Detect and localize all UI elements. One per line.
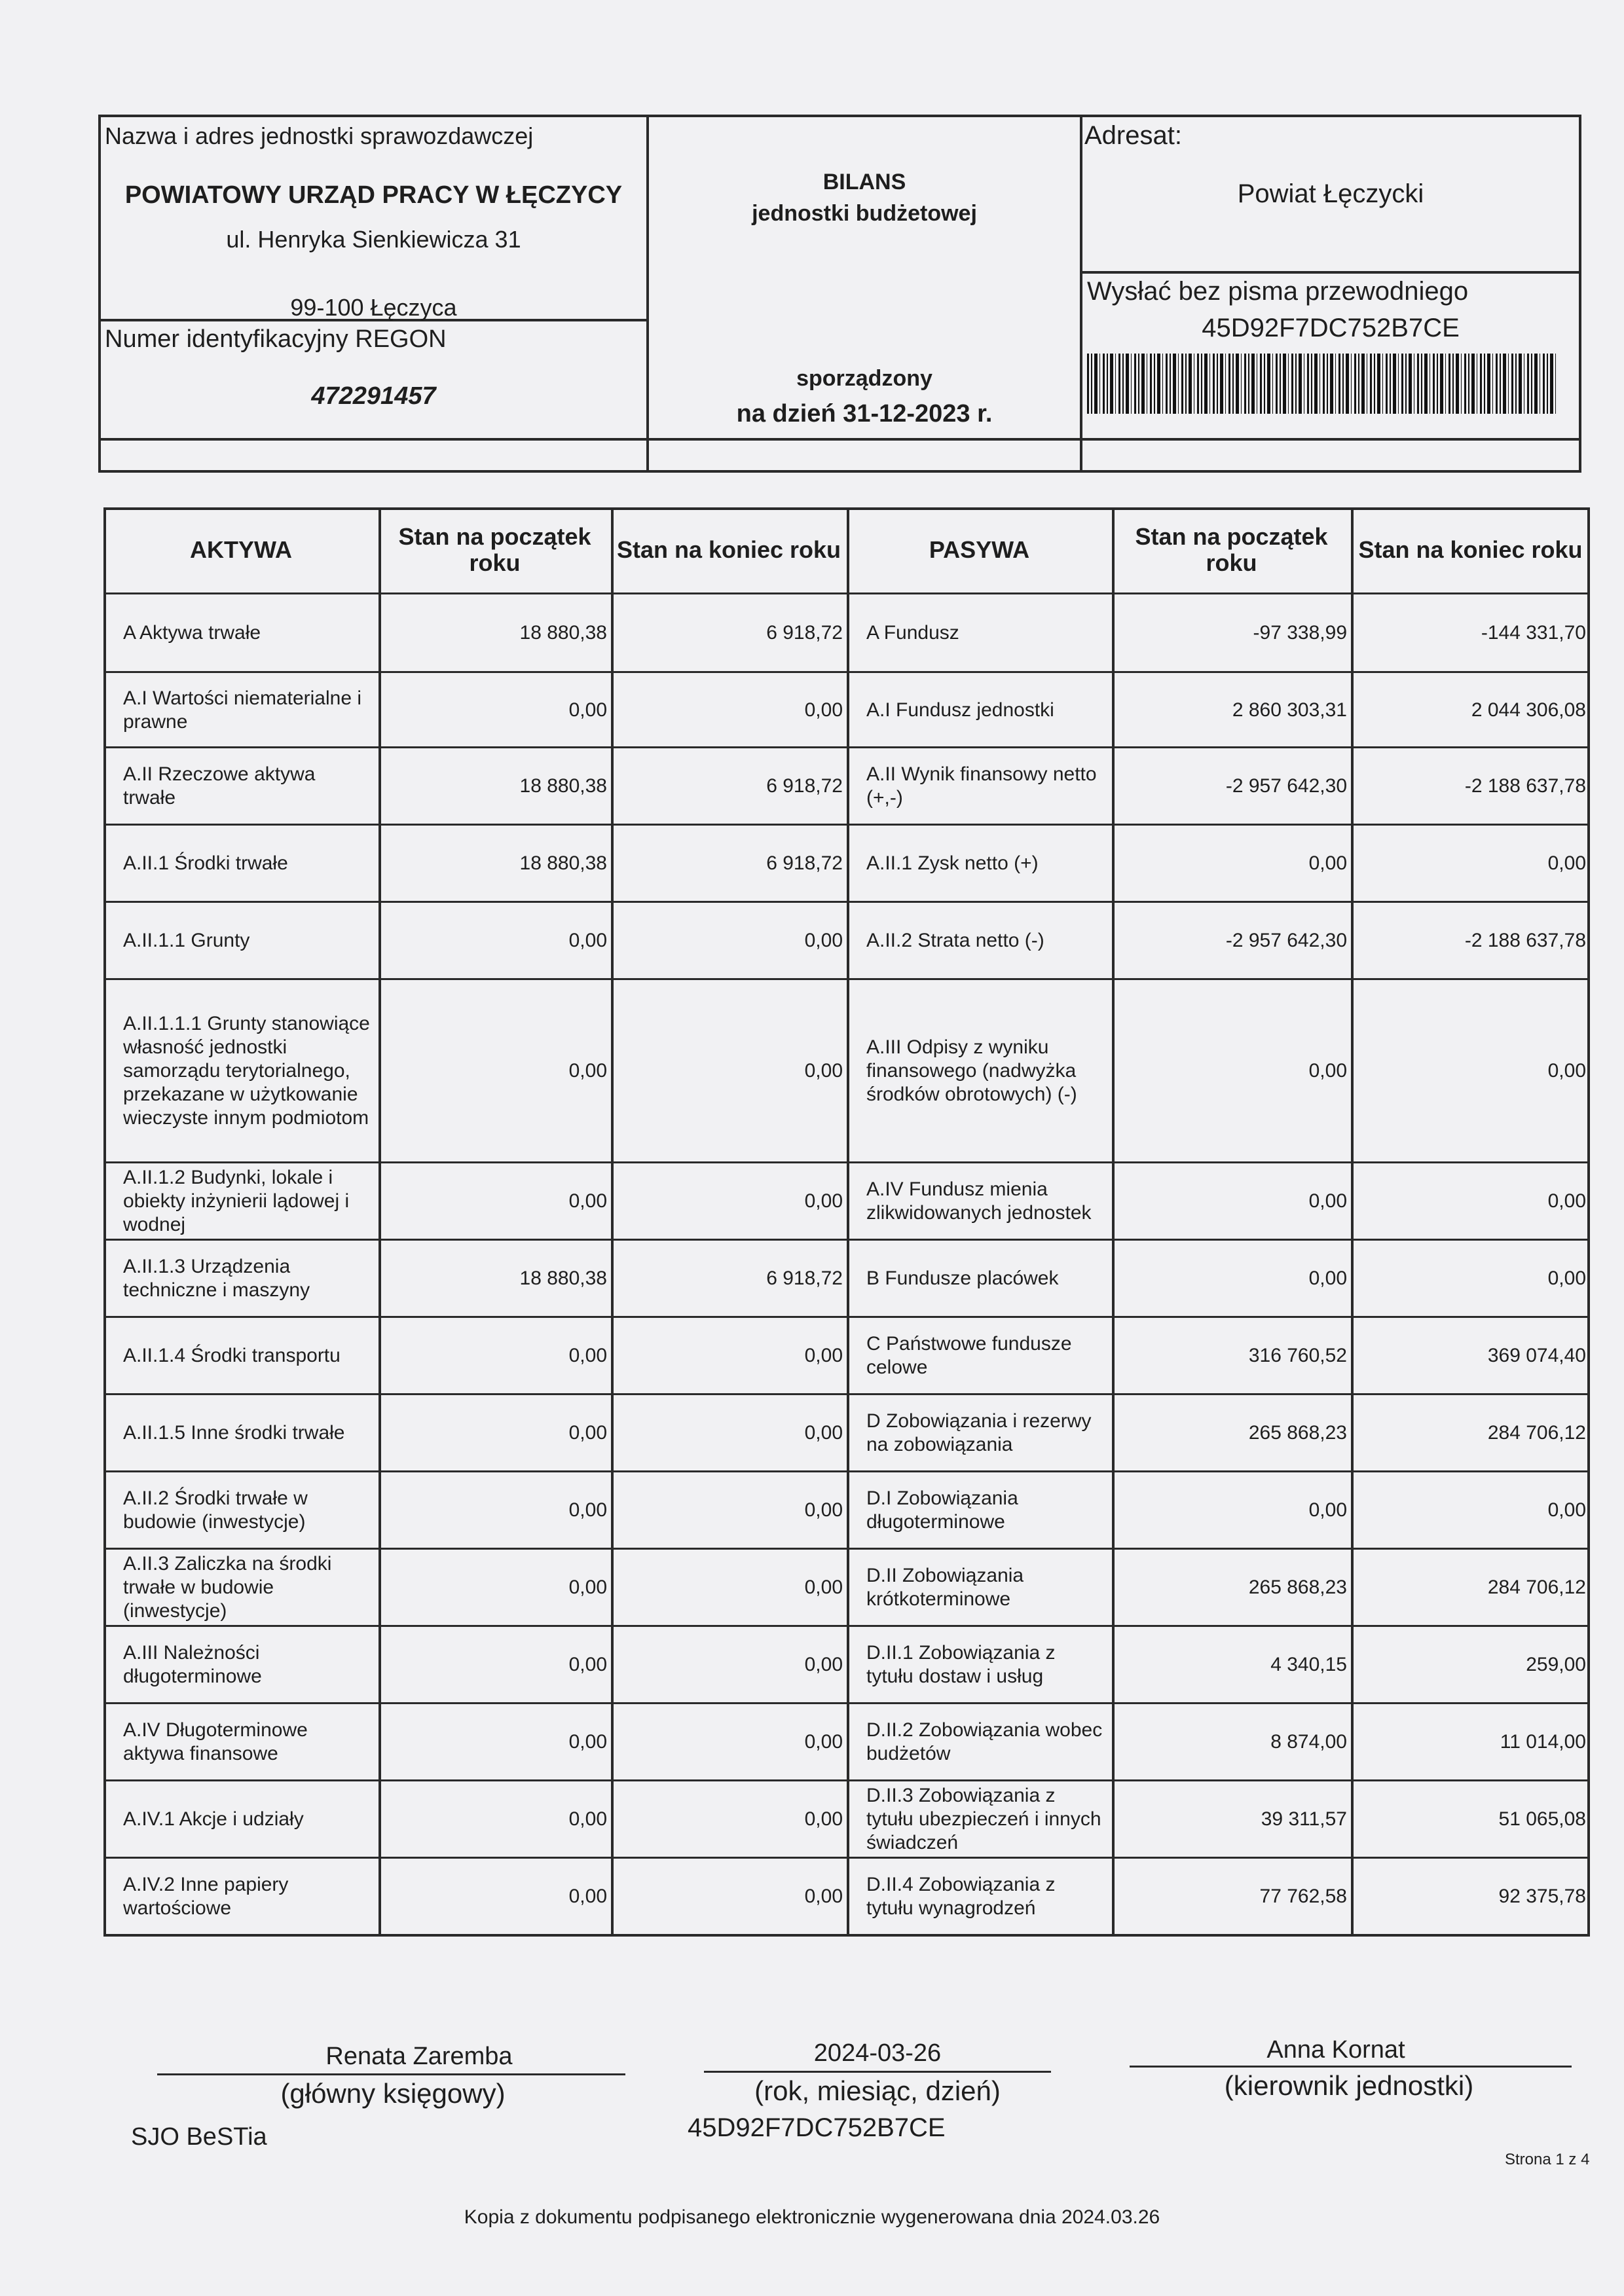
copy-note: Kopia z dokumentu podpisanego elektronicznie wygenerowana dnia 2024.03.26 (464, 2206, 1160, 2228)
aktywa-name: A.II Rzeczowe aktywa trwałe (123, 763, 316, 809)
header-aktywa: AKTYWA (190, 536, 292, 563)
pasywa-name: A.II.1 Zysk netto (+) (866, 852, 1039, 874)
page-info: Strona 1 z 4 (1505, 2151, 1590, 2168)
pasywa-start: 265 868,23 (1248, 1422, 1347, 1444)
pasywa-end: 284 706,12 (1487, 1422, 1586, 1444)
head-name: Anna Kornat (1266, 2036, 1405, 2064)
pasywa-name: D.II Zobowiązania krótkoterminowe (866, 1565, 1024, 1610)
balance-table (103, 507, 1590, 1956)
pasywa-end: 259,00 (1526, 1654, 1586, 1675)
aktywa-name: A Aktywa trwałe (123, 622, 261, 644)
pasywa-end: -2 188 637,78 (1464, 775, 1586, 797)
pasywa-start: 2 860 303,31 (1232, 699, 1347, 721)
pasywa-start: 77 762,58 (1259, 1886, 1347, 1907)
aktywa-start: 0,00 (568, 1190, 607, 1212)
pasywa-start: 8 874,00 (1270, 1731, 1347, 1753)
unit-street: ul. Henryka Sienkiewicza 31 (226, 226, 521, 253)
pasywa-end: -144 331,70 (1481, 622, 1586, 644)
prepared-label: sporządzony (796, 366, 932, 391)
aktywa-start: 0,00 (568, 930, 607, 951)
pasywa-end: 0,00 (1547, 1499, 1586, 1521)
pasywa-name: D.II.2 Zobowiązania wobec budżetów (866, 1719, 1103, 1764)
aktywa-end: 0,00 (804, 1654, 843, 1675)
unit-label: Nazwa i adres jednostki sprawozdawczej (105, 122, 534, 149)
pasywa-name: A Fundusz (866, 622, 959, 644)
aktywa-start: 18 880,38 (519, 1267, 607, 1289)
unit-city: 99-100 Łęczyca (290, 294, 457, 321)
pasywa-end: -2 188 637,78 (1464, 930, 1586, 951)
aktywa-start: 0,00 (568, 1499, 607, 1521)
pasywa-end: 0,00 (1547, 852, 1586, 874)
aktywa-end: 0,00 (804, 1576, 843, 1598)
pasywa-name: D.II.1 Zobowiązania z tytułu dostaw i usług (866, 1642, 1056, 1687)
pasywa-name: A.I Fundusz jednostki (866, 699, 1054, 721)
aktywa-name: A.II.1.2 Budynki, lokale i obiekty inżynierii lądowej i wodnej (123, 1167, 350, 1235)
header-aktywa-start: Stan na początek roku (398, 523, 591, 576)
aktywa-end: 0,00 (804, 1345, 843, 1366)
pasywa-name: D.I Zobowiązania długoterminowe (866, 1487, 1018, 1533)
aktywa-start: 18 880,38 (519, 852, 607, 874)
pasywa-end: 0,00 (1547, 1060, 1586, 1082)
pasywa-end: 51 065,08 (1498, 1808, 1586, 1830)
aktywa-name: A.IV.1 Akcje i udziały (123, 1808, 304, 1830)
column-divider (378, 507, 381, 1936)
aktywa-end: 0,00 (804, 1422, 843, 1444)
addressee-label: Adresat: (1084, 121, 1182, 150)
aktywa-name: A.II.1.1 Grunty (123, 930, 250, 951)
pasywa-start: 39 311,57 (1261, 1808, 1347, 1830)
pasywa-start: -2 957 642,30 (1225, 930, 1347, 951)
aktywa-end: 6 918,72 (766, 1267, 843, 1289)
pasywa-start: 0,00 (1308, 1267, 1347, 1289)
pasywa-name: D Zobowiązania i rezerwy na zobowiązania (866, 1410, 1092, 1455)
aktywa-name: A.IV.2 Inne papiery wartościowe (123, 1874, 289, 1919)
aktywa-start: 0,00 (568, 1422, 607, 1444)
table-border (103, 1934, 1590, 1937)
aktywa-name: A.II.3 Zaliczka na środki trwałe w budowie (inwestycje) (123, 1553, 332, 1622)
pasywa-start: 0,00 (1308, 852, 1347, 874)
aktywa-end: 0,00 (804, 1190, 843, 1212)
aktywa-start: 0,00 (568, 1654, 607, 1675)
pasywa-start: 0,00 (1308, 1190, 1347, 1212)
pasywa-start: -2 957 642,30 (1225, 775, 1347, 797)
aktywa-end: 6 918,72 (766, 622, 843, 644)
aktywa-end: 0,00 (804, 930, 843, 951)
aktywa-name: A.II.1.3 Urządzenia techniczne i maszyny (123, 1256, 310, 1301)
aktywa-name: A.II.1 Środki trwałe (123, 852, 288, 874)
date-signature-line (704, 2071, 1051, 2073)
regon-label: Numer identyfikacyjny REGON (105, 325, 447, 353)
aktywa-start: 18 880,38 (519, 775, 607, 797)
aktywa-start: 0,00 (568, 699, 607, 721)
aktywa-start: 0,00 (568, 1060, 607, 1082)
pasywa-end: 284 706,12 (1487, 1576, 1586, 1598)
aktywa-end: 0,00 (804, 1886, 843, 1907)
barcode (1087, 354, 1559, 414)
pasywa-name: A.III Odpisy z wyniku finansowego (nadwyżka środków obrotowych) (-) (866, 1036, 1077, 1105)
pasywa-name: A.II.2 Strata netto (-) (866, 930, 1044, 951)
header-document-code: 45D92F7DC752B7CE (1202, 314, 1460, 342)
aktywa-end: 0,00 (804, 1499, 843, 1521)
document-header (98, 115, 1581, 473)
column-divider (103, 507, 106, 1936)
accountant-signature-line (157, 2073, 625, 2075)
prepared-date: na dzień 31-12-2023 r. (736, 400, 993, 428)
pasywa-name: B Fundusze placówek (866, 1267, 1059, 1289)
pasywa-end: 369 074,40 (1487, 1345, 1586, 1366)
regon-number: 472291457 (311, 382, 436, 410)
date-label: (rok, miesiąc, dzień) (754, 2075, 1001, 2106)
pasywa-name: D.II.4 Zobowiązania z tytułu wynagrodzeń (866, 1874, 1056, 1919)
pasywa-end: 0,00 (1547, 1267, 1586, 1289)
aktywa-end: 6 918,72 (766, 775, 843, 797)
accountant-name: Renata Zaremba (325, 2043, 513, 2070)
aktywa-name: A.II.1.1.1 Grunty stanowiące własność jednostki samorządu terytorialnego, przekazane w użytkowanie wieczyste innym podmiotom (123, 1013, 370, 1129)
column-divider (1587, 507, 1590, 1936)
aktywa-name: A.IV Długoterminowe aktywa finansowe (123, 1719, 308, 1764)
column-divider (847, 507, 849, 1936)
header-pasywa-start: Stan na początek roku (1135, 523, 1328, 576)
aktywa-end: 0,00 (804, 699, 843, 721)
pasywa-name: D.II.3 Zobowiązania z tytułu ubezpieczeń i innych świadczeń (866, 1785, 1101, 1853)
addressee-name: Powiat Łęczycki (1237, 179, 1424, 208)
aktywa-start: 18 880,38 (519, 622, 607, 644)
pasywa-start: -97 338,99 (1253, 622, 1347, 644)
accountant-role: (główny księgowy) (280, 2078, 506, 2109)
aktywa-start: 0,00 (568, 1886, 607, 1907)
aktywa-start: 0,00 (568, 1808, 607, 1830)
aktywa-end: 6 918,72 (766, 852, 843, 874)
column-divider (611, 507, 614, 1936)
aktywa-name: A.III Należności długoterminowe (123, 1642, 262, 1687)
aktywa-start: 0,00 (568, 1345, 607, 1366)
header-aktywa-end: Stan na koniec roku (616, 536, 841, 563)
unit-name: POWIATOWY URZĄD PRACY W ŁĘCZYCY (124, 181, 623, 209)
pasywa-start: 316 760,52 (1248, 1345, 1347, 1366)
aktywa-end: 0,00 (804, 1731, 843, 1753)
aktywa-name: A.II.1.5 Inne środki trwałe (123, 1422, 345, 1444)
document-title: BILANS (822, 170, 906, 194)
table-border (103, 507, 1590, 510)
software-name: SJO BeSTia (131, 2123, 267, 2151)
pasywa-end: 2 044 306,08 (1471, 699, 1586, 721)
document-subtitle: jednostki budżetowej (752, 201, 977, 226)
pasywa-end: 92 375,78 (1498, 1886, 1586, 1907)
aktywa-name: A.I Wartości niematerialne i prawne (123, 687, 362, 733)
aktywa-name: A.II.1.4 Środki transportu (123, 1345, 341, 1366)
aktywa-end: 0,00 (804, 1808, 843, 1830)
aktywa-end: 0,00 (804, 1060, 843, 1082)
pasywa-name: C Państwowe fundusze celowe (866, 1333, 1072, 1378)
header-pasywa: PASYWA (929, 536, 1030, 563)
pasywa-start: 4 340,15 (1270, 1654, 1347, 1675)
header-pasywa-end: Stan na koniec roku (1358, 536, 1583, 563)
signature-date: 2024-03-26 (813, 2039, 942, 2067)
pasywa-name: A.II Wynik finansowy netto (+,-) (866, 763, 1097, 809)
aktywa-start: 0,00 (568, 1576, 607, 1598)
pasywa-start: 0,00 (1308, 1060, 1347, 1082)
footer-document-code: 45D92F7DC752B7CE (688, 2113, 946, 2142)
pasywa-start: 0,00 (1308, 1499, 1347, 1521)
column-divider (1112, 507, 1115, 1936)
head-signature-line (1130, 2066, 1572, 2068)
pasywa-end: 0,00 (1547, 1190, 1586, 1212)
pasywa-name: A.IV Fundusz mienia zlikwidowanych jednostek (866, 1178, 1092, 1224)
send-note: Wysłać bez pisma przewodniego (1087, 277, 1469, 306)
head-role: (kierownik jednostki) (1224, 2070, 1474, 2101)
pasywa-start: 265 868,23 (1248, 1576, 1347, 1598)
column-divider (1351, 507, 1354, 1936)
aktywa-start: 0,00 (568, 1731, 607, 1753)
pasywa-end: 11 014,00 (1500, 1731, 1586, 1753)
aktywa-name: A.II.2 Środki trwałe w budowie (inwestycje) (123, 1487, 308, 1533)
